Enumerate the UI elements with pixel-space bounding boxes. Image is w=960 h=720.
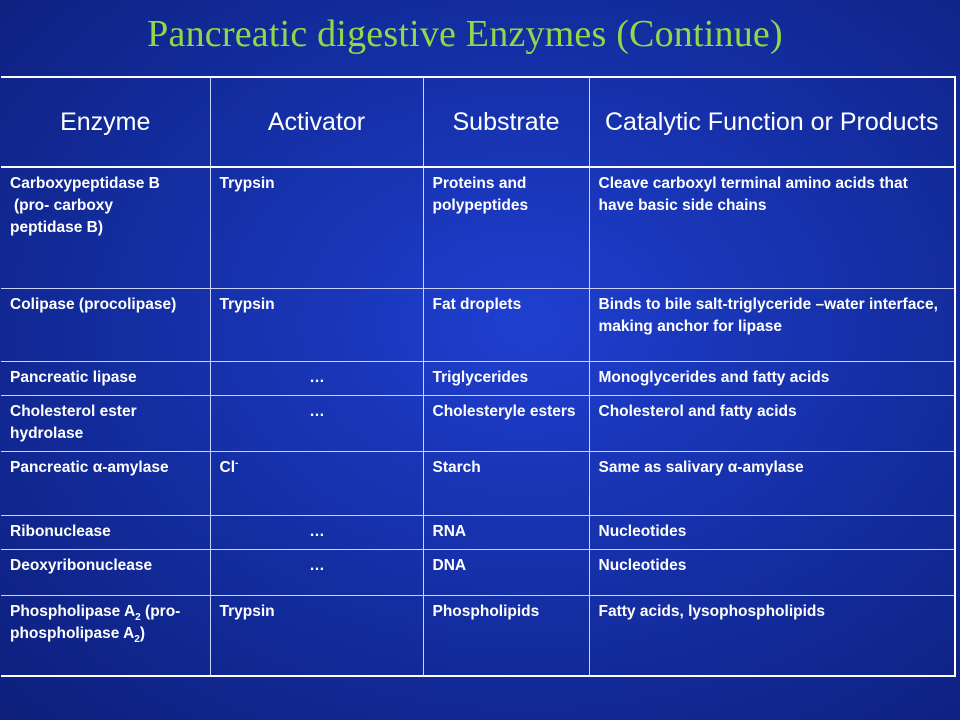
table-row <box>1 596 955 677</box>
header-function: Catalytic Function or Products <box>589 77 955 167</box>
activator-charge: - <box>235 457 239 469</box>
cell-substrate: Triglycerides <box>423 362 589 396</box>
enzyme-subscript: 2 <box>135 612 141 624</box>
cell-activator <box>210 452 423 516</box>
cell-substrate: DNA <box>423 550 589 596</box>
cell-activator: … <box>210 362 423 396</box>
cell-function: Cleave carboxyl terminal amino acids that have basic side chains <box>589 167 955 289</box>
cell-activator: … <box>210 396 423 452</box>
header-substrate: Substrate <box>423 77 589 167</box>
table-row <box>1 452 955 516</box>
cell-substrate: Cholesteryle esters <box>423 396 589 452</box>
cell-substrate: Fat droplets <box>423 289 589 362</box>
cell-enzyme: Pancreatic lipase <box>1 362 210 396</box>
cell-activator: Trypsin <box>210 596 423 677</box>
table-row <box>1 289 955 362</box>
table-header-row <box>1 77 955 167</box>
cell-substrate: Proteins and polypeptides <box>423 167 589 289</box>
activator-base: Cl <box>219 459 235 476</box>
cell-activator: Trypsin <box>210 167 423 289</box>
enzyme-name-part: Phospholipase A <box>10 603 136 620</box>
enzyme-name-line: (pro- carboxy <box>14 197 114 214</box>
enzyme-name-part: ) <box>139 625 146 642</box>
cell-substrate: Phospholipids <box>423 596 589 677</box>
header-enzyme: Enzyme <box>1 77 210 167</box>
cell-substrate: Starch <box>423 452 589 516</box>
cell-enzyme: Ribonuclease <box>1 516 210 550</box>
cell-enzyme: Deoxyribonuclease <box>1 550 210 596</box>
table-row <box>1 362 955 396</box>
cell-substrate: RNA <box>423 516 589 550</box>
table-row <box>1 516 955 550</box>
cell-enzyme: Pancreatic α-amylase <box>1 452 210 516</box>
table-row <box>1 396 955 452</box>
cell-enzyme <box>1 596 210 677</box>
cell-function: Nucleotides <box>589 550 955 596</box>
enzyme-name-line: Carboxypeptidase B <box>10 175 160 192</box>
table-row <box>1 167 955 289</box>
cell-function: Same as salivary α-amylase <box>589 452 955 516</box>
cell-function: Cholesterol and fatty acids <box>589 396 955 452</box>
cell-function: Nucleotides <box>589 516 955 550</box>
header-activator: Activator <box>210 77 423 167</box>
cell-activator: … <box>210 516 423 550</box>
cell-enzyme: Colipase (procolipase) <box>1 289 210 362</box>
enzyme-name-line: peptidase B) <box>10 219 104 236</box>
cell-activator: … <box>210 550 423 596</box>
cell-activator: Trypsin <box>210 289 423 362</box>
cell-function: Binds to bile salt-triglyceride –water interface, making anchor for lipase <box>589 289 955 362</box>
enzyme-name-part: (pro- phospholipase A <box>10 603 181 642</box>
enzyme-table <box>1 76 956 677</box>
cell-enzyme: Cholesterol ester hydrolase <box>1 396 210 452</box>
cell-function: Monoglycerides and fatty acids <box>589 362 955 396</box>
cell-function: Fatty acids, lysophospholipids <box>589 596 955 677</box>
cell-enzyme <box>1 167 210 289</box>
slide-title: Pancreatic digestive Enzymes (Continue) <box>147 13 783 55</box>
enzyme-subscript: 2 <box>134 634 140 646</box>
table-row <box>1 550 955 596</box>
